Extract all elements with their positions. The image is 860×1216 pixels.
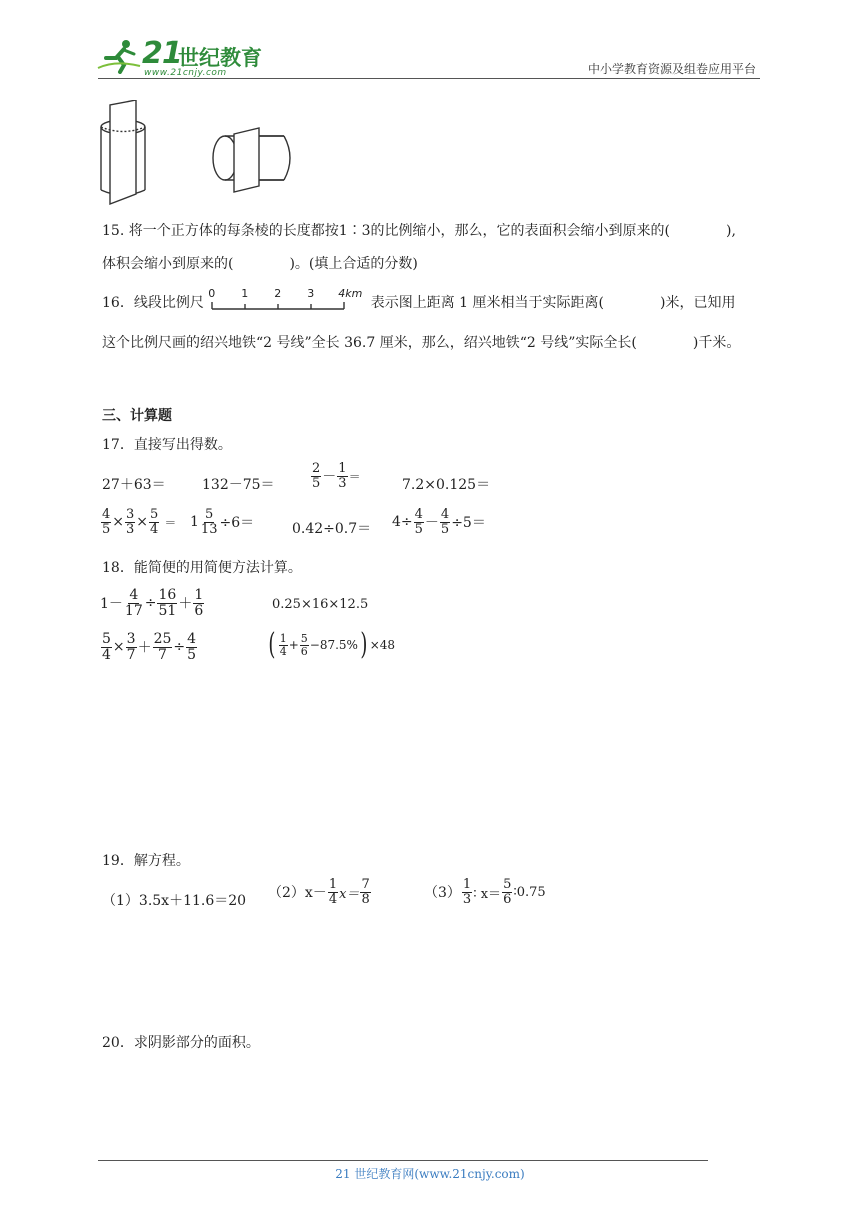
fraction bbox=[153, 632, 173, 662]
numerator: 1 bbox=[194, 587, 204, 603]
question-16-line-1 bbox=[102, 287, 736, 313]
equals: ＝ bbox=[348, 469, 361, 484]
fraction bbox=[125, 508, 135, 536]
numerator: 7 bbox=[361, 877, 370, 892]
operator: × bbox=[136, 514, 149, 531]
denominator: 7 bbox=[158, 646, 167, 663]
fraction bbox=[414, 508, 424, 536]
expression-tail: ×48 bbox=[369, 638, 396, 652]
operator: × bbox=[112, 514, 125, 531]
q19-problem-3 bbox=[424, 878, 546, 906]
q17-item-3 bbox=[310, 462, 361, 490]
question-20-title: 20．求阴影部分的面积。 bbox=[102, 1035, 260, 1051]
logo-url: www.21cnjy.com bbox=[144, 68, 227, 78]
question-18-title: 18．能简便的用简便方法计算。 bbox=[102, 560, 302, 576]
question-16-line-2: 这个比例尺画的绍兴地铁“2 号线”全长 36.7 厘米，那么，绍兴地铁“2 号线”实际全长( )千米。 bbox=[102, 335, 741, 351]
denominator: 17 bbox=[124, 602, 143, 619]
fraction bbox=[193, 588, 204, 618]
numerator: 1 bbox=[328, 877, 338, 892]
scale-tick-2: 2 bbox=[274, 287, 282, 300]
denominator: 5 bbox=[187, 646, 197, 663]
numerator: 3 bbox=[126, 631, 136, 647]
q18-expression-2: 0.25×16×12.5 bbox=[272, 597, 369, 612]
numerator: 4 bbox=[440, 507, 450, 522]
platform-name: 中小学教育资源及组卷应用平台 bbox=[587, 62, 756, 76]
denominator: 4 bbox=[150, 521, 159, 537]
numerator: 1 bbox=[279, 631, 287, 645]
operator: ＋ bbox=[137, 640, 152, 657]
q17-item-5 bbox=[100, 508, 176, 536]
question-17-title: 17．直接写出得数。 bbox=[102, 437, 232, 453]
logo-text: 世纪教育 bbox=[178, 46, 262, 70]
expression-rest: ÷5＝ bbox=[451, 515, 486, 532]
scale-tick-3: 3 bbox=[307, 287, 315, 300]
question-16-suffix: 表示图上距离 1 厘米相当于实际距离( )米，已知用 bbox=[370, 295, 736, 311]
numerator: 5 bbox=[503, 877, 512, 892]
logo bbox=[96, 36, 266, 78]
operator: － bbox=[424, 515, 439, 532]
fraction bbox=[300, 633, 309, 657]
fraction bbox=[337, 462, 347, 490]
denominator: 6 bbox=[194, 602, 204, 619]
numerator: 1 bbox=[462, 877, 472, 892]
fraction bbox=[101, 632, 112, 662]
q17-item-1: 27＋63＝ bbox=[102, 477, 166, 493]
runner-logo-icon bbox=[96, 38, 142, 74]
expression-tail: ∶0.75 bbox=[513, 884, 546, 900]
denominator: 5 bbox=[312, 475, 321, 491]
fraction bbox=[186, 632, 197, 662]
fraction bbox=[462, 878, 472, 906]
expression-start: 1－ bbox=[100, 596, 123, 613]
fraction bbox=[502, 878, 512, 906]
footer-divider bbox=[98, 1160, 708, 1161]
numerator: 4 bbox=[102, 507, 111, 522]
denominator: 51 bbox=[158, 602, 177, 619]
denominator: 4 bbox=[279, 644, 287, 658]
numerator: 2 bbox=[312, 461, 321, 476]
denominator: 5 bbox=[440, 521, 450, 537]
operator: － bbox=[322, 469, 337, 486]
q19-problem-1: （1）3.5x＋11.6＝20 bbox=[102, 893, 247, 909]
denominator: 6 bbox=[503, 891, 512, 907]
q17-item-4: 7.2×0.125＝ bbox=[402, 477, 491, 493]
cylinder-figures bbox=[96, 100, 306, 206]
q17-item-7: 0.42÷0.7＝ bbox=[292, 521, 372, 537]
expression-rest: ÷6＝ bbox=[219, 515, 255, 532]
numerator: 3 bbox=[126, 507, 135, 522]
section-3-title: 三、计算题 bbox=[102, 408, 172, 424]
scale-bar bbox=[208, 287, 366, 313]
q17-item-6 bbox=[190, 508, 254, 536]
expression-start: 4÷ bbox=[392, 514, 413, 531]
right-parenthesis: ) bbox=[360, 627, 368, 662]
numerator: 5 bbox=[205, 507, 214, 522]
numerator: 5 bbox=[102, 631, 111, 647]
denominator: 3 bbox=[462, 891, 472, 907]
numerator: 16 bbox=[158, 587, 177, 603]
denominator: 8 bbox=[361, 891, 370, 907]
numerator: 25 bbox=[153, 631, 172, 647]
scale-tick-0: 0 bbox=[208, 287, 216, 300]
q18-expression-3 bbox=[100, 632, 198, 662]
operator: + bbox=[288, 638, 299, 652]
mixed-whole: 1 bbox=[190, 514, 199, 531]
operator: ÷ bbox=[144, 595, 157, 612]
denominator: 4 bbox=[328, 891, 338, 907]
footer-link[interactable]: 21 世纪教育网(www.21cnjy.com) bbox=[335, 1167, 525, 1181]
upright-cylinder-with-plane bbox=[101, 100, 145, 204]
fraction bbox=[124, 588, 144, 618]
fraction bbox=[149, 508, 159, 536]
numerator: 4 bbox=[129, 587, 139, 603]
q18-expression-4 bbox=[266, 627, 396, 662]
numerator: 5 bbox=[150, 507, 159, 522]
header-divider bbox=[98, 78, 760, 79]
logo-number: 21 bbox=[142, 36, 182, 71]
fraction bbox=[200, 508, 219, 536]
scale-tick-4km: 4km bbox=[338, 287, 363, 300]
denominator: 6 bbox=[300, 644, 308, 658]
scale-tick-1: 1 bbox=[241, 287, 249, 300]
q19-problem-2 bbox=[268, 878, 372, 906]
numerator: 5 bbox=[300, 631, 308, 645]
q18-expression-1 bbox=[100, 588, 205, 618]
expression-rest: −87.5% bbox=[309, 638, 358, 652]
denominator: 3 bbox=[338, 475, 347, 491]
expression-start: （3） bbox=[424, 885, 461, 902]
question-15-line-2: 体积会缩小到原来的( )。(填上合适的分数) bbox=[102, 256, 418, 272]
expression-middle: ∶ x＝ bbox=[473, 886, 502, 902]
left-parenthesis: ( bbox=[268, 627, 276, 662]
expression-middle: x＝ bbox=[339, 886, 360, 902]
fraction bbox=[101, 508, 111, 536]
question-19-title: 19．解方程。 bbox=[102, 853, 190, 869]
horizontal-cylinder-with-plane bbox=[213, 128, 290, 192]
equals: ＝ bbox=[164, 515, 177, 530]
denominator: 7 bbox=[126, 646, 136, 663]
denominator: 13 bbox=[200, 521, 218, 537]
fraction bbox=[360, 878, 370, 906]
operator: ÷ bbox=[173, 639, 186, 656]
denominator: 4 bbox=[102, 646, 111, 663]
fraction bbox=[279, 633, 288, 657]
fraction bbox=[311, 462, 321, 490]
q17-item-2: 132－75＝ bbox=[202, 477, 275, 493]
denominator: 3 bbox=[126, 521, 135, 537]
expression-start: （2）x－ bbox=[268, 885, 327, 902]
fraction bbox=[157, 588, 177, 618]
fraction bbox=[126, 632, 137, 662]
numerator: 4 bbox=[187, 631, 197, 647]
numerator: 1 bbox=[338, 461, 347, 476]
question-16-prefix: 16．线段比例尺 bbox=[102, 295, 204, 311]
numerator: 4 bbox=[414, 507, 423, 522]
fraction bbox=[440, 508, 450, 536]
denominator: 5 bbox=[102, 521, 111, 537]
denominator: 5 bbox=[414, 521, 423, 537]
operator: ＋ bbox=[178, 596, 193, 613]
q17-item-8 bbox=[392, 508, 486, 536]
question-15-line-1: 15. 将一个正方体的每条棱的长度都按1∶3的比例缩小，那么，它的表面积会缩小到原来的( ), bbox=[102, 223, 736, 239]
fraction bbox=[328, 878, 338, 906]
operator: × bbox=[112, 639, 125, 656]
